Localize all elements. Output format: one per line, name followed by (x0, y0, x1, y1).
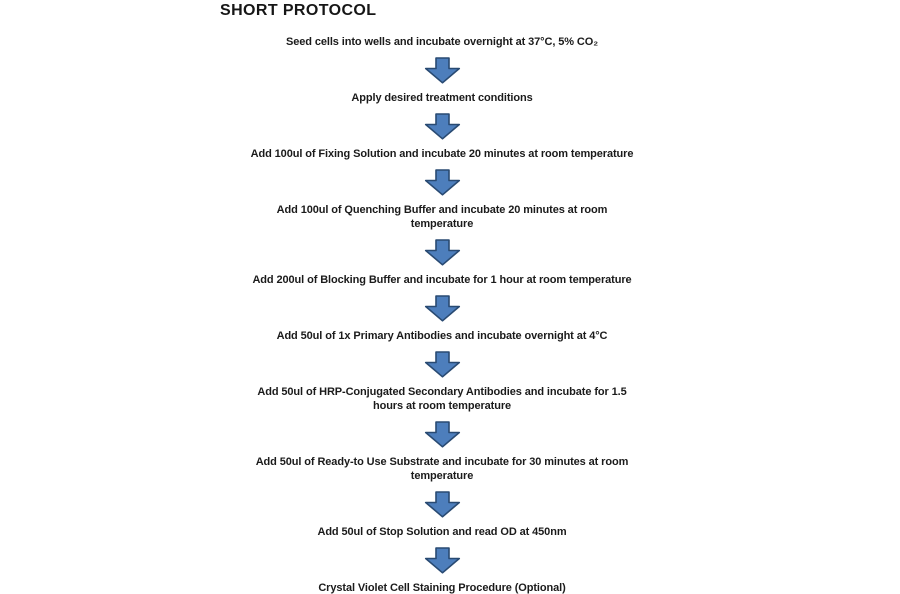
step-line: Add 50ul of 1x Primary Antibodies and incubate overnight at 4°C (276, 330, 608, 342)
down-arrow-icon (424, 57, 461, 84)
step-line: temperature (410, 470, 474, 482)
down-arrow-icon (424, 113, 461, 140)
step-line: Add 100ul of Fixing Solution and incubate 20 minutes at room temperature (250, 148, 634, 160)
protocol-step (177, 35, 707, 49)
flow-column (177, 35, 707, 594)
down-arrow-icon (424, 295, 461, 322)
step-line: hours at room temperature (372, 400, 512, 412)
protocol-step (177, 273, 707, 287)
down-arrow-icon (424, 169, 461, 196)
down-arrow-icon (424, 351, 461, 378)
protocol-step (177, 455, 707, 483)
step-line: Add 200ul of Blocking Buffer and incubate for 1 hour at room temperature (252, 274, 632, 286)
down-arrow-icon (424, 491, 461, 518)
down-arrow-icon (424, 239, 461, 266)
step-line: temperature (410, 218, 474, 230)
step-line: Add 50ul of Stop Solution and read OD at 450nm (317, 526, 567, 538)
protocol-step (177, 525, 707, 539)
page-title: SHORT PROTOCOL (220, 2, 377, 19)
step-line: Add 50ul of Ready-to Use Substrate and incubate for 30 minutes at room (255, 456, 629, 468)
protocol-step (177, 147, 707, 161)
down-arrow-icon (424, 421, 461, 448)
step-line: Add 100ul of Quenching Buffer and incubate 20 minutes at room (276, 204, 608, 216)
step-line: Add 50ul of HRP-Conjugated Secondary Antibodies and incubate for 1.5 (257, 386, 627, 398)
protocol-step (177, 203, 707, 231)
step-line: Apply desired treatment conditions (351, 92, 533, 104)
protocol-step (177, 329, 707, 343)
down-arrow-icon (424, 547, 461, 574)
protocol-step (177, 581, 707, 594)
step-line: Crystal Violet Cell Staining Procedure (Optional) (318, 582, 566, 594)
protocol-step (177, 385, 707, 413)
step-line: Seed cells into wells and incubate overnight at 37°C, 5% CO₂ (286, 36, 598, 48)
protocol-step (177, 91, 707, 105)
